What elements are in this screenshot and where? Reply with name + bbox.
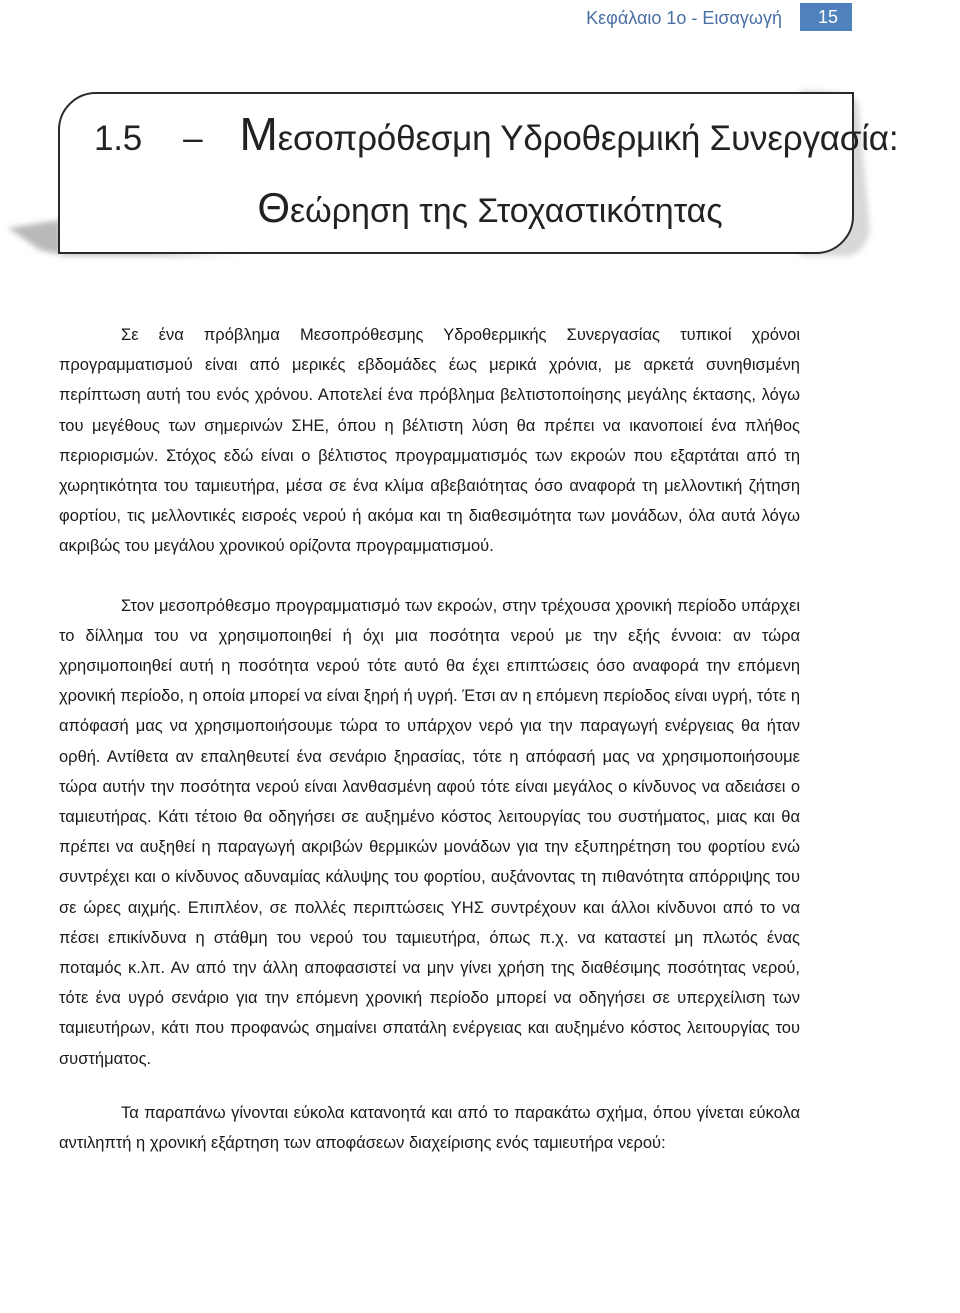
title-dash: – xyxy=(183,119,203,158)
section-number: 1.5 xyxy=(94,119,143,158)
page-number-badge: 15 xyxy=(800,3,852,31)
title-line-2-text: εώρηση της Στοχαστικότητας xyxy=(289,192,723,230)
paragraph-2: Στον μεσοπρόθεσμο προγραμματισμό των εκροών, στην τρέχουσα χρονική περίοδο υπάρχει το δίλλημα του να χρησιμοποιηθεί ή όχι μια ποσότητα νερού με την εξής έννοια: αν τώρα χρησιμοποιηθεί αυτή η ποσότητα νερού τότε αυτό θα έχει επιπτώσεις όσο αναφορά την επόμενη χρονική περίοδο, η οποία μπορεί να είναι ξηρή ή υγρή. Έτσι αν η επόμενη περίοδος είναι υγρή, τότε η απόφασή μας να χρησιμοποιήσουμε τώρα το υπάρχον νερό για την παραγωγή ενέργειας θα ήταν ορθή. Αντίθετα αν επαληθευτεί ένα σενάριο ξηρασίας, τότε η απόφασή μας να χρησιμοποιήσουμε τώρα αυτήν την ποσότητα νερού είναι λανθασμένη αφού τότε είναι μεγάλος ο κίνδυνος να αδειάσει ο ταμιευτήρας. Κάτι τέτοιο θα οδηγήσει σε αυξημένο κόστος λειτουργίας του συστήματος, μιας και θα πρέπει να αυξηθεί η παραγωγή ακριβών θερμικών μονάδων για την εξυπηρέτηση του φορτίου ενώ συντρέχει και ο κίνδυνος αδυναμίας κάλυψης του φορτίου, αυξάνοντας τη πιθανότητα απόρριψης του σε ώρες αιχμής. Επιπλέον, σε πολλές περιπτώσεις ΥΗΣ συντρέχουν και άλλοι κίνδυνοι από το να πέσει επικίνδυνα η στάθμη του νερού του ταμιευτήρα, όπως π.χ. να καταστεί μη πλωτός ένας ποταμός κ.λπ. Αν από την άλλη αποφασιστεί να μην γίνει χρήση της διαθέσιμης ποσότητας νερού, τότε ένα υγρό σενάριο για την επόμενη χρονική περίοδο μπορεί να οδηγήσει σε υπερχείλιση των ταμιευτήρων, κάτι που προφανώς σημαίνει σπατάλη ενέργειας και αυξημένο κόστος λειτουργίας του συστήματος. xyxy=(59,596,800,1068)
paragraph-3: Τα παραπάνω γίνονται εύκολα κατανοητά και από το παρακάτω σχήμα, όπου γίνεται εύκολα αντιληπτή η χρονική εξάρτηση των αποφάσεων διαχείρισης ενός ταμιευτήρα νερού: xyxy=(59,1103,800,1153)
title-line-1-text: εσοπρόθεσμη Υδροθερμική Συνεργασία: xyxy=(277,119,899,158)
title-line-2-initial-cap: Θ xyxy=(257,184,290,231)
section-title-line-1 xyxy=(94,108,899,161)
paragraph-1: Σε ένα πρόβλημα Μεσοπρόθεσμης Υδροθερμικής Συνεργασίας τυπικοί χρόνοι προγραμματισμού είναι από μερικές εβδομάδες έως μερικά χρόνια, με αρκετά συνηθισμένη περίπτωση αυτή του ενός χρόνου. Αποτελεί ένα πρόβλημα βελτιστοποίησης μεγάλης έκτασης, λόγω του μεγέθους των σημερινών ΣΗΕ, όπου η βέλτιστη λύση θα πρέπει να ικανοποιεί ένα πλήθος περιορισμών. Στόχος εδώ είναι ο βέλτιστος προγραμματισμός των εκροών που εξαρτάται από τη χωρητικότητα του ταμιευτήρα, μέσα σε ένα κλίμα αβεβαιότητας όσο αναφορά τη μελλοντική ζήτηση φορτίου, τις μελλοντικές εισροές νερού ή ακόμα και τη διαθεσιμότητα των μονάδων, όλα αυτά λόγω ακριβώς του μεγάλου χρονικού ορίζοντα προγραμματισμού. xyxy=(59,326,800,556)
section-title-line-2 xyxy=(0,186,960,233)
body-text xyxy=(59,320,800,1187)
running-header-chapter: Κεφάλαιο 1ο - Εισαγωγή xyxy=(586,8,782,28)
title-initial-cap: M xyxy=(239,108,278,160)
